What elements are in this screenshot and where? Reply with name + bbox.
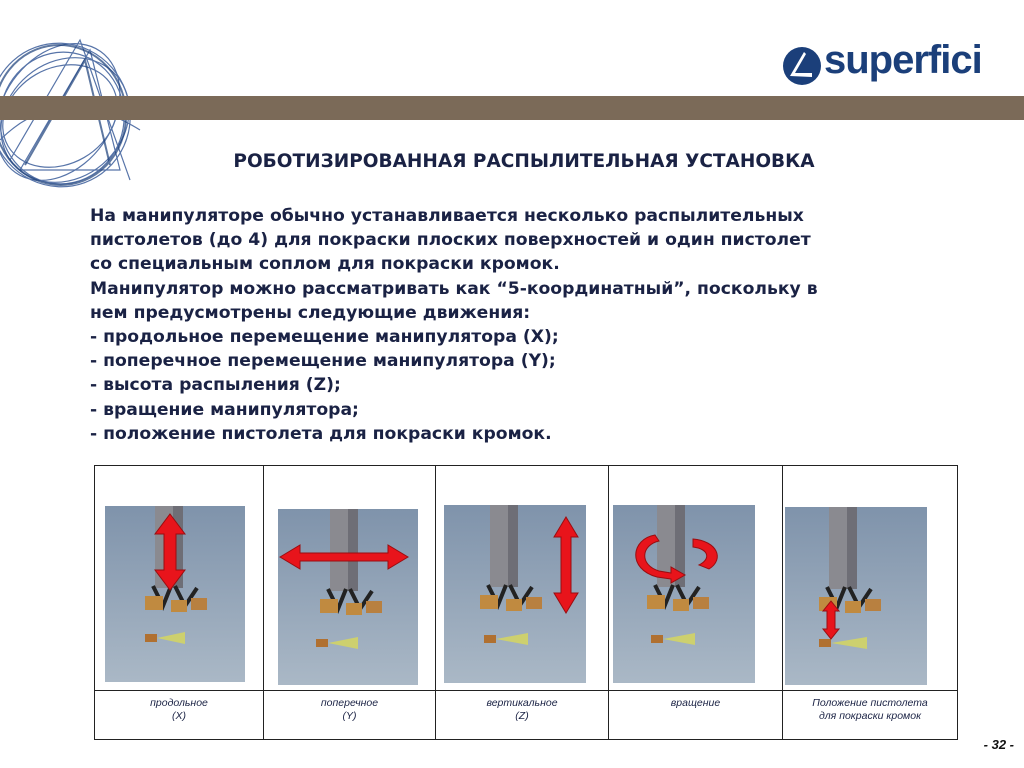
caption-line: продольное <box>150 697 208 709</box>
caption-line: (X) <box>172 710 186 722</box>
caption-cell <box>95 690 264 739</box>
manipulator-image-x <box>105 506 245 682</box>
figure-cell-edge-gun <box>783 466 957 690</box>
manipulator-image-y <box>278 509 418 685</box>
figure-cell-y <box>264 466 436 690</box>
motion-figures-table <box>94 465 958 740</box>
paragraph-line: - продольное перемещение манипулятора (X); <box>90 327 559 348</box>
figure-cell-z <box>436 466 609 690</box>
paragraph-line: - положение пистолета для покраски кромок. <box>90 423 552 444</box>
page-title: РОБОТИЗИРОВАННАЯ РАСПЫЛИТЕЛЬНАЯ УСТАНОВКА <box>233 151 815 172</box>
paragraph-line: - поперечное перемещение манипулятора (Y); <box>90 351 556 372</box>
manipulator-image-rotation <box>613 505 755 683</box>
figure-cell-x <box>95 466 264 690</box>
paragraph-line: нем предусмотрены следующие движения: <box>90 302 531 323</box>
paragraph-line: со специальным соплом для покраски кромок. <box>90 254 560 275</box>
caption-cell <box>783 690 957 739</box>
caption-line: (Z) <box>515 710 529 722</box>
caption-line: Положение пистолета <box>812 697 928 709</box>
paragraph-line: - высота распыления (Z); <box>90 375 341 396</box>
figure-cell-rotation <box>609 466 783 690</box>
manipulator-image-edge-gun <box>785 507 927 685</box>
caption-line: для покраски кромок <box>818 710 922 722</box>
manipulator-image-z <box>444 505 586 683</box>
header-bar <box>0 96 1024 120</box>
paragraph-line: Манипулятор можно рассматривать как “5-координатный”, поскольку в <box>90 278 818 299</box>
page-number: - 32 - <box>983 737 1014 752</box>
logo-text: superfici <box>824 38 982 82</box>
paragraph-line: На манипуляторе обычно устанавливается несколько распылительных <box>90 206 804 226</box>
caption-line: вращение <box>670 697 721 709</box>
paragraph-line: пистолетов (до 4) для покраски плоских поверхностей и один пистолет <box>90 230 811 251</box>
body-paragraph <box>90 204 970 446</box>
caption-cell <box>436 690 609 739</box>
caption-cell <box>264 690 436 739</box>
caption-cell <box>609 690 783 739</box>
paragraph-line: - вращение манипулятора; <box>90 399 359 420</box>
caption-line: вертикальное <box>486 697 558 709</box>
caption-line: поперечное <box>320 697 379 709</box>
caption-line: (Y) <box>342 710 357 722</box>
